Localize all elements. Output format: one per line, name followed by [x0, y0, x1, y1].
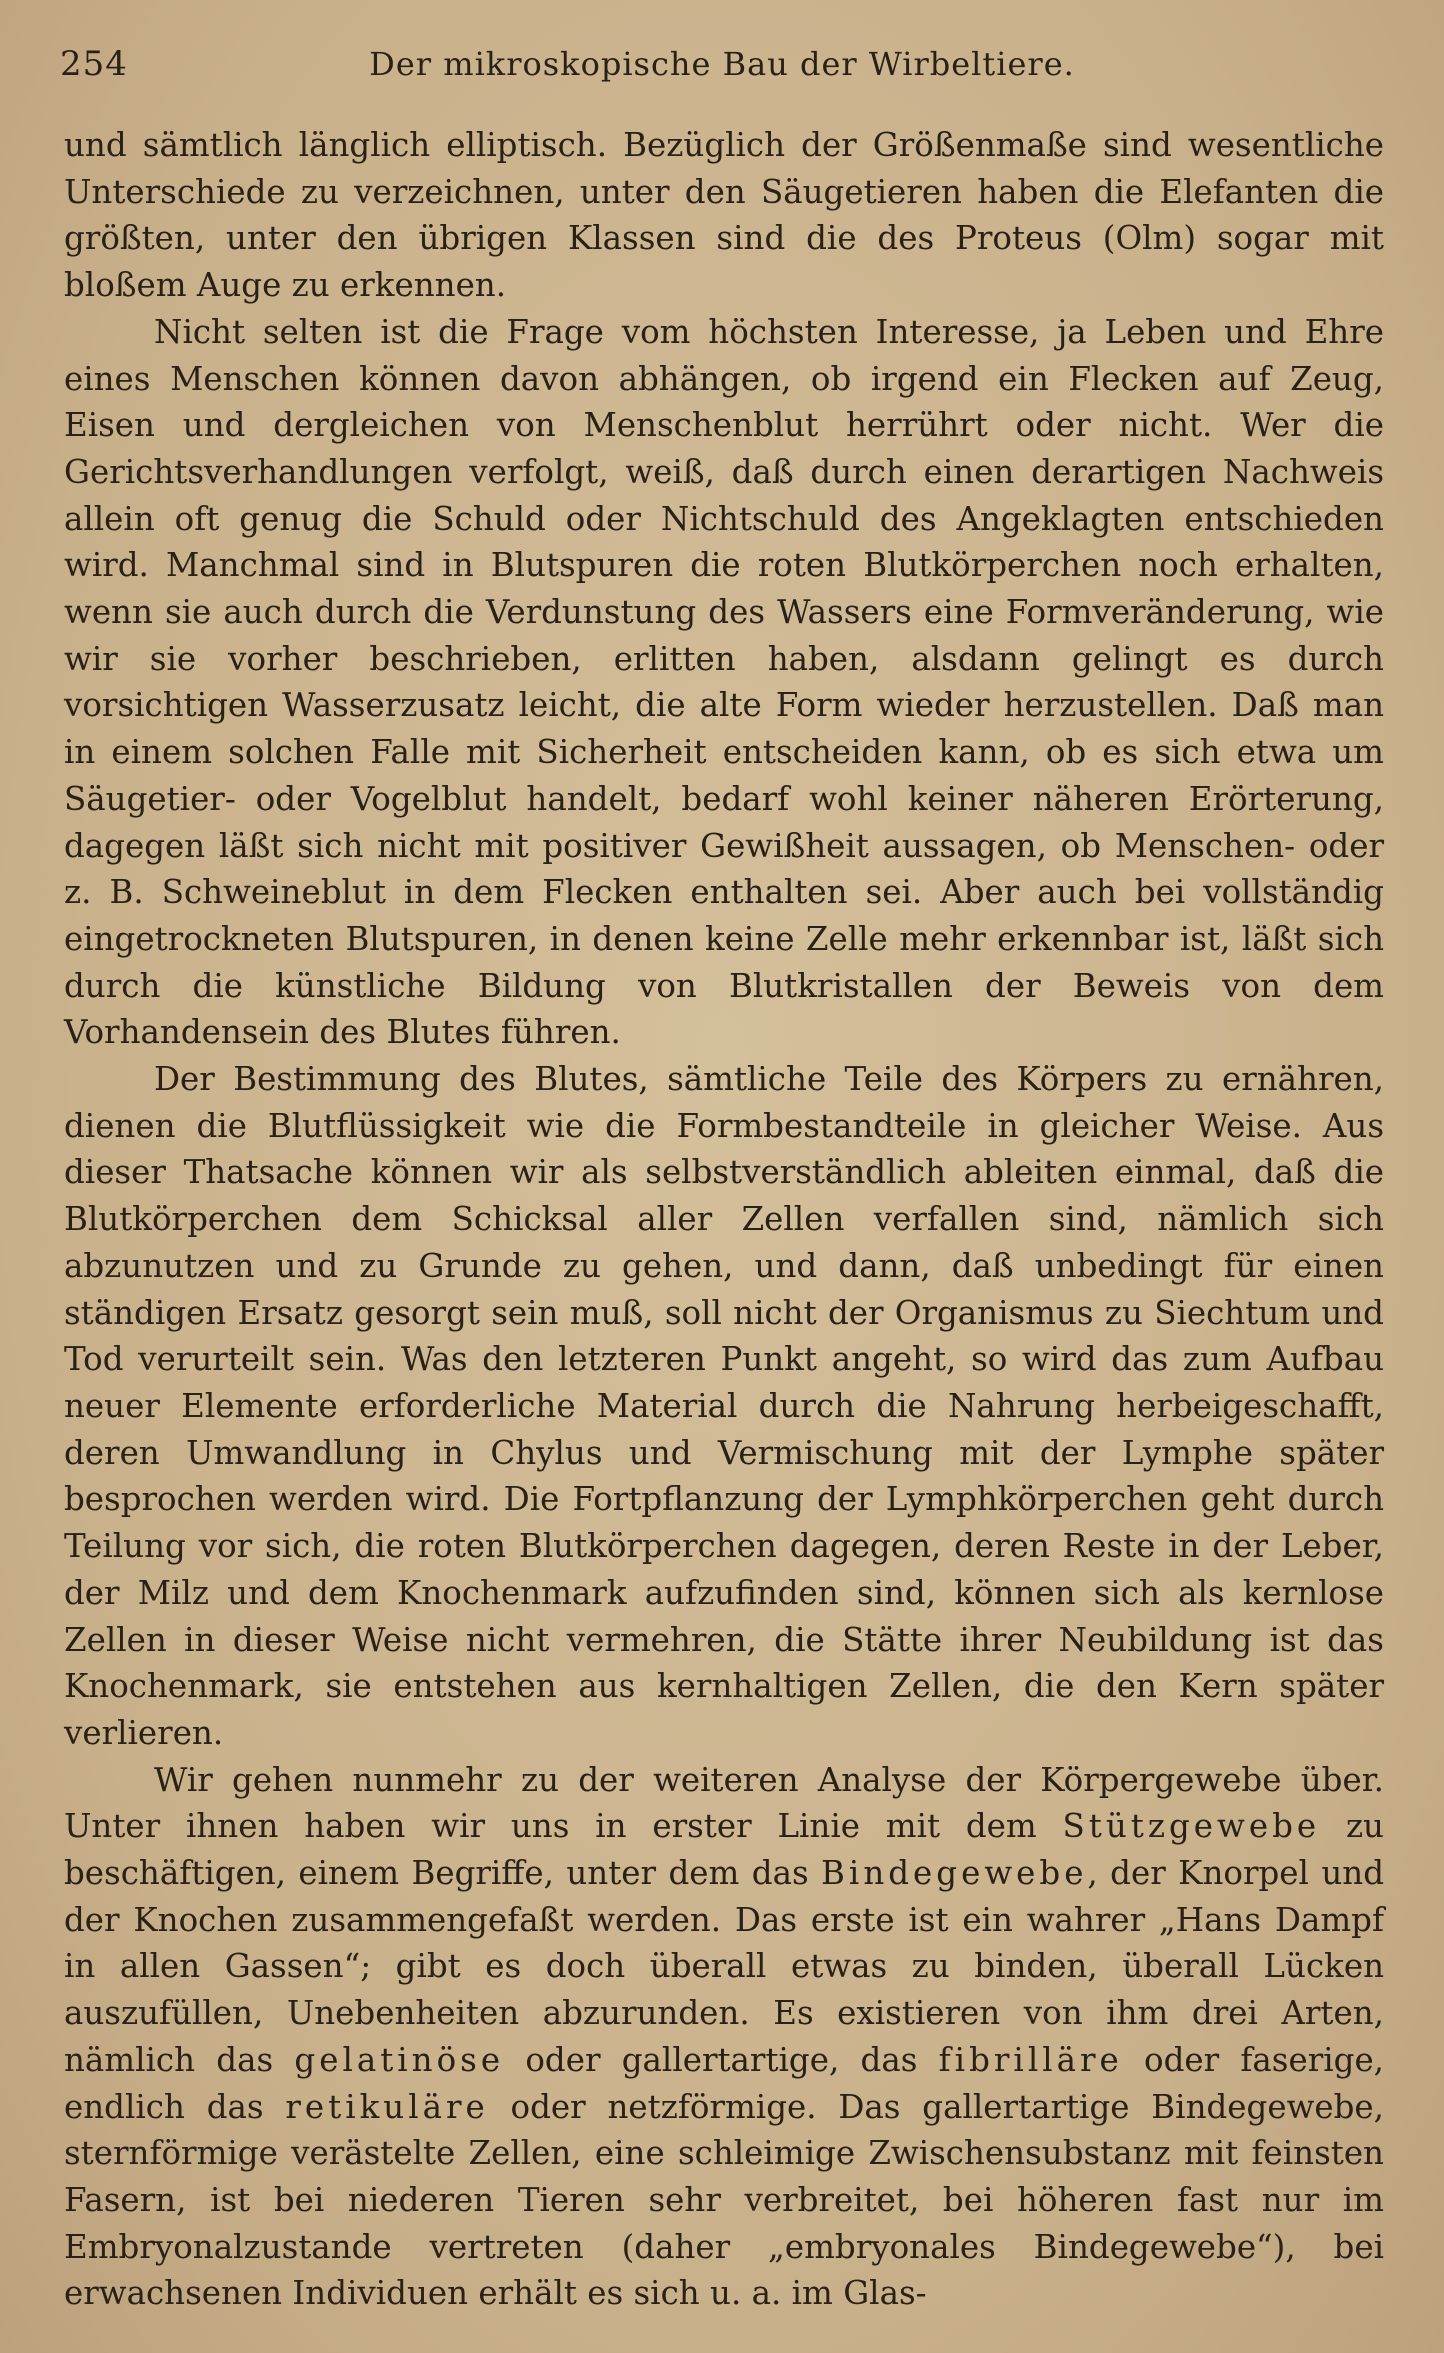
paragraph-blood-traces: Nicht selten ist die Frage vom höchsten Interesse, ja Leben und Ehre eines Menschen können davon abhängen, ob irgend ein Flecken auf Zeug, Eisen und dergleichen von Menschenblut herrührt oder nicht. Wer die Gerichtsverhandlungen verfolgt, weiß, daß durch einen derartigen Nachweis allein oft genug die Schuld oder Nichtschuld des Angeklagten entschieden wird. Manchmal sind in Blutspuren die roten Blutkörperchen noch erhalten, wenn sie auch durch die Verdunstung des Wassers eine Formveränderung, wie wir sie vorher beschrieben, erlitten haben, alsdann gelingt es durch vorsichtigen Wasserzusatz leicht, die alte Form wieder herzustellen. Daß man in einem solchen Falle mit Sicherheit entscheiden kann, ob es sich etwa um Säugetier- oder Vogelblut handelt, bedarf wohl keiner näheren Erörterung, dagegen läßt sich nicht mit positiver Gewißheit aussagen, ob Menschen- oder z. B. Schweineblut in dem Flecken enthalten sei. Aber auch bei vollständig eingetrockneten Blutspuren, in denen keine Zelle mehr erkennbar ist, läßt sich durch die künstliche Bildung von Blutkristallen der Beweis von dem Vorhandensein des Blutes führen. — [64, 312, 1384, 1052]
text-run: , der Knorpel und der Knochen zusammengefaßt werden. Das erste ist ein wahrer „Hans Dampf in allen Gassen“; gibt es doch überall etwas zu binden, überall Lücken auszufüllen, Unebenheiten abzurunden. Es existieren von ihm drei Arten, nämlich das — [64, 1854, 1384, 2079]
emphasis-term: retikuläre — [285, 2087, 489, 2126]
page-number: 254 — [60, 44, 128, 84]
running-head: Der mikroskopische Bau der Wirbeltiere. — [369, 45, 1075, 83]
body-text — [64, 122, 1384, 2317]
emphasis-term: Stützgewebe — [1062, 1807, 1321, 1846]
text-run: oder netzförmige. Das gallertartige Bindegewebe, sternförmige verästelte Zellen, eine schleimige Zwischensubstanz mit feinsten Fasern, ist bei niederen Tieren sehr verbreitet, bei höheren fast nur im Embryonalzustande vertreten (daher „embryonales Bindegewebe“), bei erwachsenen Individuen erhält es sich u. a. im Glas- — [64, 2087, 1384, 2313]
text-run: oder gallertartige, das — [504, 2040, 939, 2079]
paragraph-connective-tissue — [64, 1757, 1384, 2317]
text-run: oder faserige, endlich das — [64, 2040, 1385, 2126]
text-run: Wir gehen nunmehr zu der weiteren Analyse der Körpergewebe über. Unter ihnen haben wir uns in erster Linie mit dem — [64, 1760, 1384, 1846]
paragraph-blood-function: Der Bestimmung des Blutes, sämtliche Teile des Körpers zu ernähren, dienen die Blutflüssigkeit wie die Formbestandteile in gleicher Weise. Aus dieser Thatsache können wir als selbstverständlich ableiten einmal, daß die Blutkörperchen dem Schicksal aller Zellen verfallen sind, nämlich sich abzunutzen und zu Grunde zu gehen, und dann, daß unbedingt für einen ständigen Ersatz gesorgt sein muß, soll nicht der Organismus zu Siechtum und Tod verurteilt sein. Was den letzteren Punkt angeht, so wird das zum Aufbau neuer Elemente erforderliche Material durch die Nahrung herbeigeschafft, deren Umwandlung in Chylus und Vermischung mit der Lymphe später besprochen werden wird. Die Fortpflanzung der Lymphkörperchen geht durch Teilung vor sich, die roten Blutkörperchen dagegen, deren Reste in der Leber, der Milz und dem Knochenmark aufzufinden sind, können sich als kernlose Zellen in dieser Weise nicht vermehren, die Stätte ihrer Neubildung ist das Knochenmark, sie entstehen aus kernhaltigen Zellen, die den Kern später verlieren. — [64, 1060, 1384, 1752]
page-header — [60, 44, 1384, 100]
emphasis-term: Bindegewebe — [821, 1854, 1088, 1893]
emphasis-term: fibrilläre — [938, 2040, 1123, 2079]
text-run: zu beschäftigen, einem Begriffe, unter dem das — [64, 1807, 1384, 1893]
emphasis-term: gelatinöse — [294, 2040, 505, 2079]
paragraph-continuation: und sämtlich länglich elliptisch. Bezüglich der Größenmaße sind wesentliche Unterschiede zu verzeichnen, unter den Säugetieren haben die Elefanten die größten, unter den übrigen Klassen sind die des Proteus (Olm) sogar mit bloßem Auge zu erkennen. — [64, 126, 1384, 305]
